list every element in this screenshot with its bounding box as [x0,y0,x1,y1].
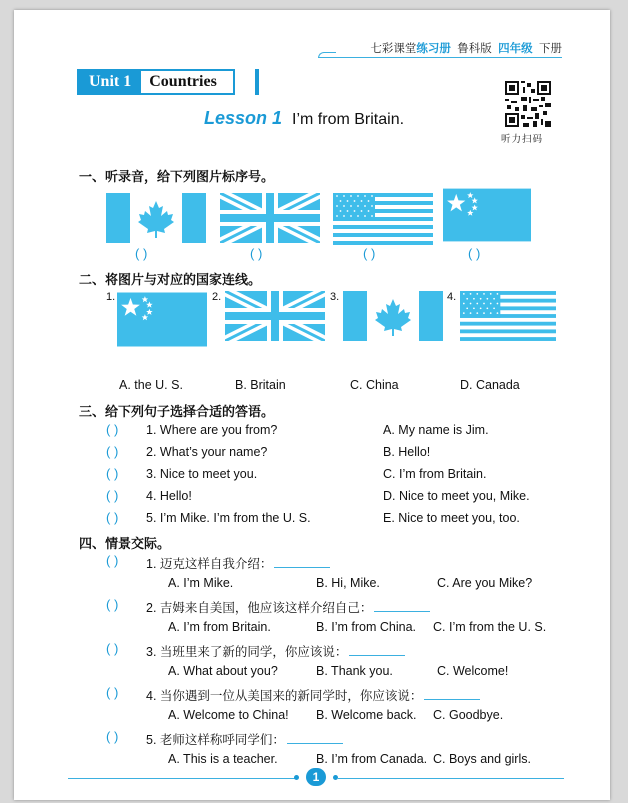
answer-option: B. Hello! [383,445,431,459]
footer-rule-right [338,778,564,779]
section2-title: 二、将图片与对应的国家连线。 [79,272,262,287]
item-number: 4. [447,291,457,303]
uk-flag-icon [225,291,325,341]
answer-bracket[interactable]: ( ) [106,729,119,744]
header-rule [318,57,562,58]
book-header [370,40,562,56]
uk-flag-icon [220,193,320,243]
answer-option: D. Nice to meet you, Mike. [383,489,530,503]
question-text: 3. Nice to meet you. [146,467,258,481]
canada-flag-icon [106,193,206,243]
country-option: A. the U. S. [119,378,183,392]
country-option: C. China [350,378,399,392]
country-option: D. Canada [460,378,520,392]
question-text: 5. I’m Mike. I’m from the U. S. [146,511,311,525]
answer-bracket[interactable]: ( ) [106,488,119,503]
section1-title: 一、听录音，给下列图片标序号。 [79,169,275,184]
unit-banner [77,69,235,95]
answer-bracket[interactable]: ( ) [106,641,119,656]
section4-title: 四、情景交际。 [79,536,171,551]
choice-a: A. I’m from Britain. [168,620,271,634]
question-text: 4. 当你遇到一位从美国来的新同学时，你应该说： [146,686,480,704]
choice-a: A. I’m Mike. [168,576,234,590]
choice-b: B. Welcome back. [316,708,417,722]
choice-a: A. Welcome to China! [168,708,289,722]
china-flag-icon [443,187,531,243]
choice-c: C. Boys and girls. [433,752,531,766]
china-flag-icon [117,291,207,348]
choice-b: B. I’m from Canada. [316,752,428,766]
answer-bracket[interactable]: ( ) [250,246,263,261]
question-text: 1. 迈克这样自我介绍： [146,554,330,572]
answer-bracket[interactable]: ( ) [106,422,119,437]
choice-b: B. Thank you. [316,664,393,678]
lesson-heading [204,108,404,129]
answer-option: E. Nice to meet you, too. [383,511,520,525]
footer-dot [294,775,299,780]
lesson-label: Lesson 1 [204,108,283,128]
answer-bracket[interactable]: ( ) [468,246,481,261]
answer-bracket[interactable]: ( ) [106,553,119,568]
unit-title: Countries [141,71,233,93]
page-number: 1 [306,768,326,786]
item-number: 1. [106,291,116,303]
item-number: 2. [212,291,222,303]
country-option: B. Britain [235,378,286,392]
unit-label: Unit 1 [79,71,141,93]
choice-c: C. I’m from the U. S. [433,620,547,634]
answer-bracket[interactable]: ( ) [363,246,376,261]
answer-bracket[interactable]: ( ) [106,466,119,481]
term: 下册 [539,43,562,55]
choice-c: C. Are you Mike? [437,576,533,590]
answer-bracket[interactable]: ( ) [106,510,119,525]
unit-banner-edge [255,69,259,95]
question-text: 4. Hello! [146,489,192,503]
question-text: 2. 吉姆来自美国，他应该这样介绍自己： [146,598,430,616]
choice-c: C. Goodbye. [433,708,504,722]
us-flag-icon [333,193,433,245]
answer-bracket[interactable]: ( ) [106,597,119,612]
answer-bracket[interactable]: ( ) [106,444,119,459]
grade: 四年级 [498,43,533,55]
choice-b: B. I’m from China. [316,620,417,634]
choice-c: C. Welcome! [437,664,509,678]
section3-title: 三、给下列句子选择合适的答语。 [79,404,275,419]
footer-rule-left [68,778,296,779]
question-text: 3. 当班里来了新的同学，你应该说： [146,642,405,660]
qr-label: 听力扫码 [501,134,544,145]
qr-code-icon[interactable] [505,81,551,127]
question-text: 1. Where are you from? [146,423,278,437]
us-flag-icon [460,291,556,341]
choice-a: A. What about you? [168,664,278,678]
answer-bracket[interactable]: ( ) [135,246,148,261]
question-text: 2. What’s your name? [146,445,268,459]
choice-b: B. Hi, Mike. [316,576,380,590]
series-book: 练习册 [416,43,451,55]
question-text: 5. 老师这样称呼同学们： [146,730,343,748]
answer-option: C. I’m from Britain. [383,467,487,481]
canada-flag-icon [343,291,443,341]
item-number: 3. [330,291,340,303]
lesson-title: I’m from Britain. [292,111,405,128]
answer-bracket[interactable]: ( ) [106,685,119,700]
edition: 鲁科版 [457,43,492,55]
series-prefix: 七彩课堂 [370,43,417,55]
choice-a: A. This is a teacher. [168,752,278,766]
answer-option: A. My name is Jim. [383,423,489,437]
